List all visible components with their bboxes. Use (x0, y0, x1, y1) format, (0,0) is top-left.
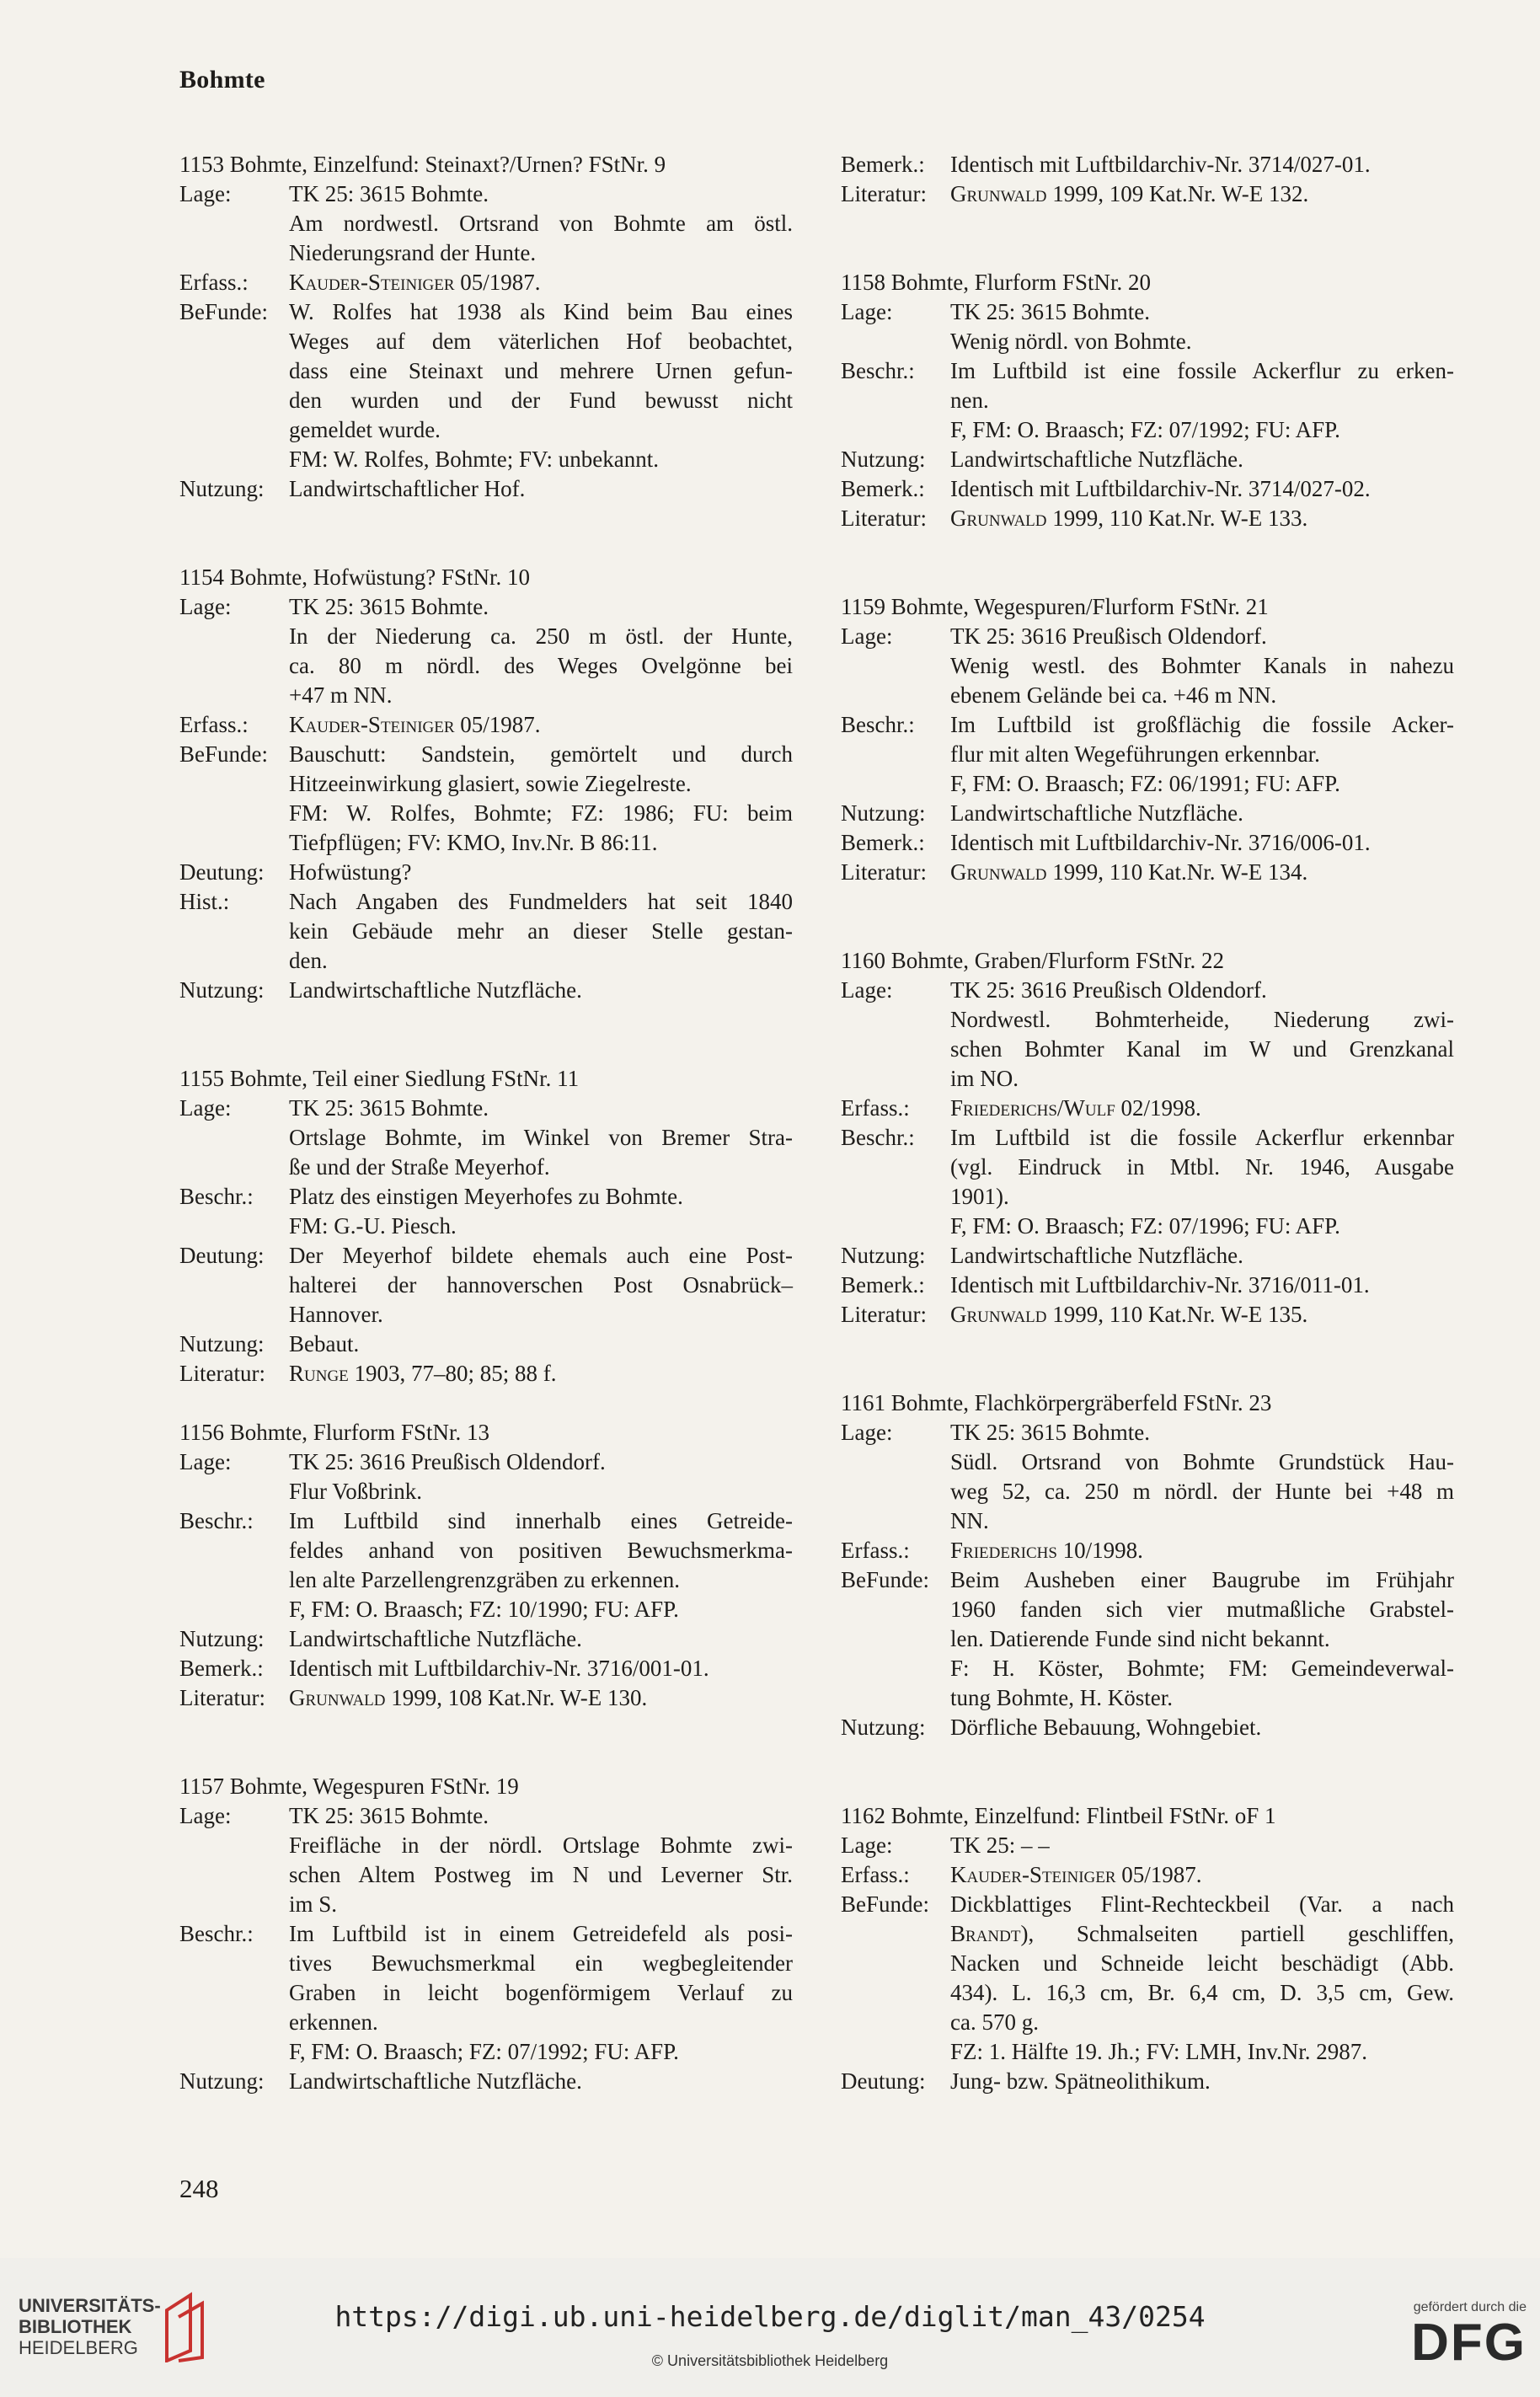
text-line: Im Luftbild ist in einem Getreidefeld als posi- (289, 1921, 793, 1946)
text-line: F, FM: O. Braasch; FZ: 07/1992; FU: AFP. (289, 2039, 679, 2064)
text-line: 1960 fanden sich vier mutmaßliche Grabstel- (950, 1597, 1454, 1622)
field-beschr (841, 356, 1454, 445)
author-name: Brandt (950, 1921, 1021, 1946)
field-label: Lage: (179, 181, 232, 206)
dfg-logo[interactable] (1358, 2300, 1527, 2371)
field-lage (841, 1831, 1454, 1860)
text-line: den. (289, 948, 328, 973)
text-line: ca. 570 g. (950, 2009, 1039, 2035)
field-hist (179, 887, 793, 976)
field-label: Beschr.: (179, 1184, 254, 1209)
text-line: Wenig westl. des Bohmter Kanals in nahezu (950, 653, 1454, 678)
field-label: Bemerk.: (841, 830, 925, 855)
text-line: W. Rolfes hat 1938 als Kind beim Bau eines (289, 299, 793, 324)
field-label: Deutung: (179, 1243, 265, 1268)
field-label: Lage: (841, 1420, 893, 1445)
text-line: TK 25: 3615 Bohmte. (289, 594, 489, 619)
text-line: F, FM: O. Braasch; FZ: 07/1996; FU: AFP. (950, 1213, 1340, 1239)
field-label: Lage: (179, 1803, 232, 1828)
field-label: Bemerk.: (179, 1656, 264, 1681)
entry-1157 (179, 1772, 793, 2096)
document-url-link[interactable]: https://digi.ub.uni-heidelberg.de/diglit/man_43/0254 (334, 2300, 1206, 2333)
field-body (289, 1241, 793, 1330)
text-line: schen Bohmter Kanal im W und Grenzkanal (950, 1036, 1454, 1062)
text-line: den wurden und der Fund bewusst nicht (289, 388, 793, 413)
field-body: Landwirtschaftliche Nutzfläche. (950, 800, 1243, 826)
field-label: Erfass.: (841, 1095, 910, 1121)
field-body (950, 504, 1454, 533)
field-label: BeFunde: (179, 741, 268, 767)
text-line: TK 25: 3616 Preußisch Oldendorf. (950, 977, 1267, 1003)
author-name: Grunwald (950, 859, 1047, 885)
entry-title: 1156 Bohmte, Flurform FStNr. 13 (179, 1420, 490, 1445)
field-body (289, 1801, 793, 1919)
text-line: Nordwestl. Bohmterheide, Niederung zwi- (950, 1007, 1454, 1032)
text-line: TK 25: 3615 Bohmte. (950, 299, 1150, 324)
logo-line: BIBLIOTHEK (19, 2316, 132, 2337)
field-label: Nutzung: (179, 977, 265, 1003)
entry-title: 1153 Bohmte, Einzelfund: Steinaxt?/Urnen? FStNr. 9 (179, 152, 666, 177)
field-lage (841, 622, 1454, 710)
field-label: Beschr.: (179, 1921, 254, 1946)
text-line: NN. (950, 1508, 989, 1533)
text-line: Dickblattiges Flint-Rechteckbeil (Var. a nach (950, 1891, 1454, 1917)
text-line: TK 25: 3615 Bohmte. (289, 1095, 489, 1121)
field-label: Lage: (179, 594, 232, 619)
field-body (289, 1359, 793, 1388)
field-label: Deutung: (841, 2068, 926, 2094)
field-literatur (179, 1683, 793, 1713)
field-nutzung (179, 474, 793, 504)
field-beschr (179, 1182, 793, 1241)
text-line: Hitzeeinwirkung glasiert, sowie Ziegelreste. (289, 771, 692, 796)
field-bemerk (841, 828, 1454, 858)
field-beschr (841, 710, 1454, 799)
field-nutzung (179, 1624, 793, 1654)
text-line: im NO. (950, 1066, 1019, 1091)
right-column (841, 150, 1454, 2155)
field-body: Landwirtschaftliche Nutzfläche. (289, 2068, 582, 2094)
entry-1155 (179, 1064, 793, 1388)
field-body (950, 356, 1454, 445)
text-line: F, FM: O. Braasch; FZ: 06/1991; FU: AFP. (950, 771, 1340, 796)
author-name: Runge (289, 1361, 349, 1386)
citation-text: 1999, 108 Kat.Nr. W-E 130. (385, 1685, 648, 1710)
field-erfass (841, 1860, 1454, 1890)
field-body (289, 1919, 793, 2067)
author-name: Grunwald (950, 181, 1047, 206)
field-nutzung (841, 1241, 1454, 1271)
field-label: Beschr.: (841, 1125, 915, 1150)
field-lage (841, 297, 1454, 356)
field-literatur (841, 179, 1454, 209)
text-line: dass eine Steinaxt und mehrere Urnen gefun- (289, 358, 793, 383)
text-line: Der Meyerhof bildete ehemals auch eine Post- (289, 1243, 793, 1268)
field-body (289, 887, 793, 976)
entry-title: 1160 Bohmte, Graben/Flurform FStNr. 22 (841, 948, 1224, 973)
text-line: Nacken und Schneide leicht beschädigt (Abb. (950, 1950, 1454, 1976)
field-literatur (841, 1300, 1454, 1330)
field-lage (179, 179, 793, 268)
field-label: BeFunde: (841, 1891, 929, 1917)
field-body: Landwirtschaftliche Nutzfläche. (950, 447, 1243, 472)
field-befunde (841, 1565, 1454, 1713)
field-befunde (841, 1890, 1454, 2067)
field-body: TK 25: – – (950, 1833, 1050, 1858)
author-name: Kauder-Steiniger (289, 270, 455, 295)
date-text: 02/1998. (1115, 1095, 1201, 1121)
field-label: Lage: (841, 1833, 893, 1858)
logo-line: UNIVERSITÄTS- (19, 2295, 161, 2316)
text-line: Im Luftbild ist die fossile Ackerflur erkennbar (950, 1125, 1454, 1150)
field-label: Lage: (179, 1095, 232, 1121)
field-label: Literatur: (179, 1685, 265, 1710)
citation-text: 1903, 77–80; 85; 88 f. (348, 1361, 557, 1386)
field-beschr (179, 1506, 793, 1624)
field-label: Beschr.: (841, 712, 915, 737)
text-line: ße und der Straße Meyerhof. (289, 1154, 550, 1180)
citation-text: 1999, 109 Kat.Nr. W-E 132. (1046, 181, 1309, 206)
field-label: Literatur: (179, 1361, 265, 1386)
field-body (289, 297, 793, 474)
author-name: Grunwald (289, 1685, 386, 1710)
text-line: tung Bohmte, H. Köster. (950, 1685, 1173, 1710)
entry-1161 (841, 1388, 1454, 1742)
field-body (950, 179, 1454, 209)
field-label: Literatur: (841, 859, 927, 885)
dfg-wordmark: DFG (1411, 2314, 1527, 2372)
author-name: Kauder-Steiniger (950, 1862, 1116, 1887)
field-body (289, 1447, 793, 1506)
text-line: Im Luftbild sind innerhalb eines Getreide- (289, 1508, 793, 1533)
text-line: flur mit alten Wegeführungen erkennbar. (950, 741, 1320, 767)
author-name: Friederichs (950, 1538, 1057, 1563)
field-label: Literatur: (841, 506, 927, 531)
field-nutzung (841, 799, 1454, 828)
entry-1156 (179, 1418, 793, 1713)
text-line: schen Altem Postweg im N und Leverner Str. (289, 1862, 793, 1887)
author-name: Friederichs/Wulf (950, 1095, 1115, 1121)
text-line: F: H. Köster, Bohmte; FM: Gemeindeverwal- (950, 1656, 1454, 1681)
field-erfass (179, 710, 793, 740)
field-erfass (841, 1536, 1454, 1565)
text-line: Freifläche in der nördl. Ortslage Bohmte zwi- (289, 1833, 793, 1858)
field-bemerk (841, 1271, 1454, 1300)
text-line: Hannover. (289, 1302, 383, 1327)
field-body: Bebaut. (289, 1331, 360, 1356)
entry-title: 1154 Bohmte, Hofwüstung? FStNr. 10 (179, 564, 531, 590)
text-line: Wenig nördl. von Bohmte. (950, 329, 1192, 354)
field-body: Landwirtschaftliche Nutzfläche. (950, 1243, 1243, 1268)
field-body: Identisch mit Luftbildarchiv-Nr. 3716/001-01. (289, 1656, 709, 1681)
field-label: Nutzung: (841, 1243, 926, 1268)
field-body (950, 1094, 1454, 1123)
text-line: 1901). (950, 1184, 1009, 1209)
field-body (289, 1182, 793, 1241)
field-label: Nutzung: (841, 1715, 926, 1740)
field-label: Lage: (841, 623, 893, 649)
field-body (950, 710, 1454, 799)
field-nutzung (841, 1713, 1454, 1742)
field-label: Erfass.: (179, 270, 249, 295)
text-line: Bauschutt: Sandstein, gemörtelt und durch (289, 741, 793, 767)
date-text: 05/1987. (454, 270, 541, 295)
field-lage (179, 592, 793, 710)
field-deutung (179, 858, 793, 887)
page-number: 248 (179, 2174, 219, 2203)
text-line: TK 25: 3615 Bohmte. (950, 1420, 1150, 1445)
footer-bar (0, 2258, 1540, 2397)
field-label: Nutzung: (179, 1626, 265, 1651)
date-text: 05/1987. (454, 712, 541, 737)
field-label: BeFunde: (841, 1567, 929, 1592)
field-body: Identisch mit Luftbildarchiv-Nr. 3716/011-01. (950, 1272, 1370, 1297)
text-line: Platz des einstigen Meyerhofes zu Bohmte. (289, 1184, 683, 1209)
text-line: In der Niederung ca. 250 m östl. der Hunte, (289, 623, 793, 649)
field-label: Beschr.: (179, 1508, 254, 1533)
text-line: gemeldet wurde. (289, 417, 441, 442)
entry-title: 1158 Bohmte, Flurform FStNr. 20 (841, 270, 1152, 295)
field-lage (179, 1447, 793, 1506)
text-line: ca. 80 m nördl. des Weges Ovelgönne bei (289, 653, 793, 678)
text-line: ebenem Gelände bei ca. +46 m NN. (950, 682, 1277, 708)
text-line: erkennen. (289, 2009, 378, 2035)
entry-title: 1161 Bohmte, Flachkörpergräberfeld FStNr. 23 (841, 1390, 1272, 1415)
author-name: Grunwald (950, 506, 1047, 531)
date-text: 05/1987. (1115, 1862, 1202, 1887)
field-literatur (841, 504, 1454, 533)
text-line: 434). L. 16,3 cm, Br. 6,4 cm, D. 3,5 cm, Gew. (950, 1980, 1454, 2005)
text-line: FZ: 1. Hälfte 19. Jh.; FV: LMH, Inv.Nr. 2987. (950, 2039, 1367, 2064)
copyright-text: © Universitätsbibliothek Heidelberg (651, 2352, 889, 2369)
field-bemerk (841, 474, 1454, 504)
text-line: TK 25: 3615 Bohmte. (289, 1803, 489, 1828)
entry-1159 (841, 592, 1454, 887)
field-body (950, 1123, 1454, 1241)
field-deutung (841, 2067, 1454, 2096)
field-body: Identisch mit Luftbildarchiv-Nr. 3714/027-01. (950, 152, 1371, 177)
field-body (950, 622, 1454, 710)
entry-title: 1155 Bohmte, Teil einer Siedlung FStNr. 11 (179, 1066, 580, 1091)
field-label: Hist.: (179, 889, 230, 914)
entry-1158 (841, 268, 1454, 533)
field-label: Nutzung: (841, 447, 926, 472)
field-bemerk (841, 150, 1454, 179)
field-body (289, 268, 793, 297)
entry-1157-continued (841, 150, 1454, 209)
text-line: tives Bewuchsmerkmal ein wegbegleitender (289, 1950, 793, 1976)
text-line: TK 25: 3615 Bohmte. (289, 181, 489, 206)
field-label: Bemerk.: (841, 1272, 925, 1297)
field-body (950, 1890, 1454, 2067)
text-line: F, FM: O. Braasch; FZ: 07/1992; FU: AFP. (950, 417, 1340, 442)
field-body (950, 1536, 1454, 1565)
text-line: FM: G.-U. Piesch. (289, 1213, 457, 1239)
field-body (289, 592, 793, 710)
text-line: len alte Parzellengrenzgräben zu erkennen. (289, 1567, 680, 1592)
field-label: Nutzung: (179, 476, 265, 501)
text-line: FM: W. Rolfes, Bohmte; FV: unbekannt. (289, 447, 660, 472)
text-line: TK 25: 3616 Preußisch Oldendorf. (289, 1449, 606, 1474)
text-line: +47 m NN. (289, 682, 393, 708)
text-line: im S. (289, 1891, 338, 1917)
field-label: Bemerk.: (841, 476, 925, 501)
field-body (289, 179, 793, 268)
field-body: Jung- bzw. Spätneolithikum. (950, 2068, 1211, 2094)
text-line: nen. (950, 388, 989, 413)
field-beschr (179, 1919, 793, 2067)
field-label: BeFunde: (179, 299, 268, 324)
text-line (950, 1919, 1454, 1949)
field-lage (179, 1801, 793, 1919)
entry-1160 (841, 946, 1454, 1330)
field-body: Landwirtschaftlicher Hof. (289, 476, 526, 501)
field-body: Landwirtschaftliche Nutzfläche. (289, 1626, 582, 1651)
author-name: Grunwald (950, 1302, 1047, 1327)
field-body: Dörfliche Bebauung, Wohngebiet. (950, 1715, 1262, 1740)
field-lage (841, 1418, 1454, 1536)
field-label: Nutzung: (179, 2068, 265, 2094)
text-span: ), Schmalseiten partiell geschliffen, (1020, 1921, 1454, 1946)
field-nutzung (179, 976, 793, 1005)
field-label: Nutzung: (841, 800, 926, 826)
field-nutzung (179, 1330, 793, 1359)
dfg-caption: gefördert durch die (1413, 2300, 1527, 2314)
field-nutzung (179, 2067, 793, 2096)
field-body (289, 710, 793, 740)
field-body (950, 1860, 1454, 1890)
citation-text: 1999, 110 Kat.Nr. W-E 134. (1046, 859, 1308, 885)
text-line: Im Luftbild ist eine fossile Ackerflur zu erken- (950, 358, 1454, 383)
left-column (179, 150, 793, 2155)
field-body (950, 1565, 1454, 1713)
text-line: feldes anhand von positiven Bewuchsmerkma- (289, 1538, 793, 1563)
entry-title: 1162 Bohmte, Einzelfund: Flintbeil FStNr. oF 1 (841, 1803, 1276, 1828)
field-body (950, 1418, 1454, 1536)
field-lage (179, 1094, 793, 1182)
field-literatur (179, 1359, 793, 1388)
text-line: len. Datierende Funde sind nicht bekannt. (950, 1626, 1330, 1651)
field-body (950, 1300, 1454, 1330)
field-body (289, 1506, 793, 1624)
field-erfass (841, 1094, 1454, 1123)
field-label: Bemerk.: (841, 152, 925, 177)
field-label: Nutzung: (179, 1331, 265, 1356)
field-befunde (179, 297, 793, 474)
field-label: Deutung: (179, 859, 265, 885)
field-body (950, 297, 1454, 356)
text-line: Im Luftbild ist großflächig die fossile Acker- (950, 712, 1454, 737)
field-bemerk (179, 1654, 793, 1683)
field-label: Literatur: (841, 181, 927, 206)
field-body (289, 1683, 793, 1713)
citation-text: 1999, 110 Kat.Nr. W-E 135. (1046, 1302, 1308, 1327)
text-line: weg 52, ca. 250 m nördl. der Hunte bei +48 m (950, 1479, 1454, 1504)
field-label: Erfass.: (841, 1862, 910, 1887)
entry-1162 (841, 1801, 1454, 2096)
text-line: (vgl. Eindruck in Mtbl. Nr. 1946, Ausgabe (950, 1154, 1454, 1180)
text-line: kein Gebäude mehr an dieser Stelle gestan- (289, 918, 793, 944)
text-line: F, FM: O. Braasch; FZ: 10/1990; FU: AFP. (289, 1597, 679, 1622)
field-label: Literatur: (841, 1302, 927, 1327)
field-label: Lage: (179, 1449, 232, 1474)
field-deutung (179, 1241, 793, 1330)
entry-1154 (179, 563, 793, 1005)
text-line: Tiefpflügen; FV: KMO, Inv.Nr. B 86:11. (289, 830, 658, 855)
text-line: Am nordwestl. Ortsrand von Bohmte am östl. (289, 211, 793, 236)
field-label: Erfass.: (841, 1538, 910, 1563)
field-body (950, 976, 1454, 1094)
field-body (289, 740, 793, 858)
field-body: Hofwüstung? (289, 859, 412, 885)
field-body (289, 1094, 793, 1182)
field-body (950, 858, 1454, 887)
text-line: halterei der hannoverschen Post Osnabrück– (289, 1272, 793, 1297)
entry-1153 (179, 150, 793, 504)
text-line: Ortslage Bohmte, im Winkel von Bremer Stra- (289, 1125, 793, 1150)
field-body: Landwirtschaftliche Nutzfläche. (289, 977, 582, 1003)
entry-title: 1157 Bohmte, Wegespuren FStNr. 19 (179, 1774, 519, 1799)
text-line: Graben in leicht bogenförmigem Verlauf zu (289, 1980, 793, 2005)
text-line: Weges auf dem väterlichen Hof beobachtet, (289, 329, 793, 354)
author-name: Kauder-Steiniger (289, 712, 455, 737)
field-label: Beschr.: (841, 358, 915, 383)
field-label: Lage: (841, 299, 893, 324)
field-label: Lage: (841, 977, 893, 1003)
text-line: Beim Ausheben einer Baugrube im Frühjahr (950, 1567, 1454, 1592)
field-befunde (179, 740, 793, 858)
field-label: Erfass.: (179, 712, 249, 737)
citation-text: 1999, 110 Kat.Nr. W-E 133. (1046, 506, 1308, 531)
field-literatur (841, 858, 1454, 887)
text-line: Nach Angaben des Fundmelders hat seit 1840 (289, 889, 793, 914)
entry-title: 1159 Bohmte, Wegespuren/Flurform FStNr. 21 (841, 594, 1269, 619)
field-beschr (841, 1123, 1454, 1241)
text-line: TK 25: 3616 Preußisch Oldendorf. (950, 623, 1267, 649)
text-line: Südl. Ortsrand von Bohmte Grundstück Hau- (950, 1449, 1454, 1474)
field-body: Identisch mit Luftbildarchiv-Nr. 3714/027-02. (950, 476, 1371, 501)
field-lage (841, 976, 1454, 1094)
text-line: Niederungsrand der Hunte. (289, 240, 537, 265)
date-text: 10/1998. (1056, 1538, 1143, 1563)
text-line: FM: W. Rolfes, Bohmte; FZ: 1986; FU: beim (289, 800, 793, 826)
field-nutzung (841, 445, 1454, 474)
text-line: Flur Voßbrink. (289, 1479, 423, 1504)
page-header: Bohmte (179, 66, 265, 94)
field-erfass (179, 268, 793, 297)
logo-line: HEIDELBERG (19, 2337, 138, 2358)
field-body: Identisch mit Luftbildarchiv-Nr. 3716/006-01. (950, 830, 1371, 855)
